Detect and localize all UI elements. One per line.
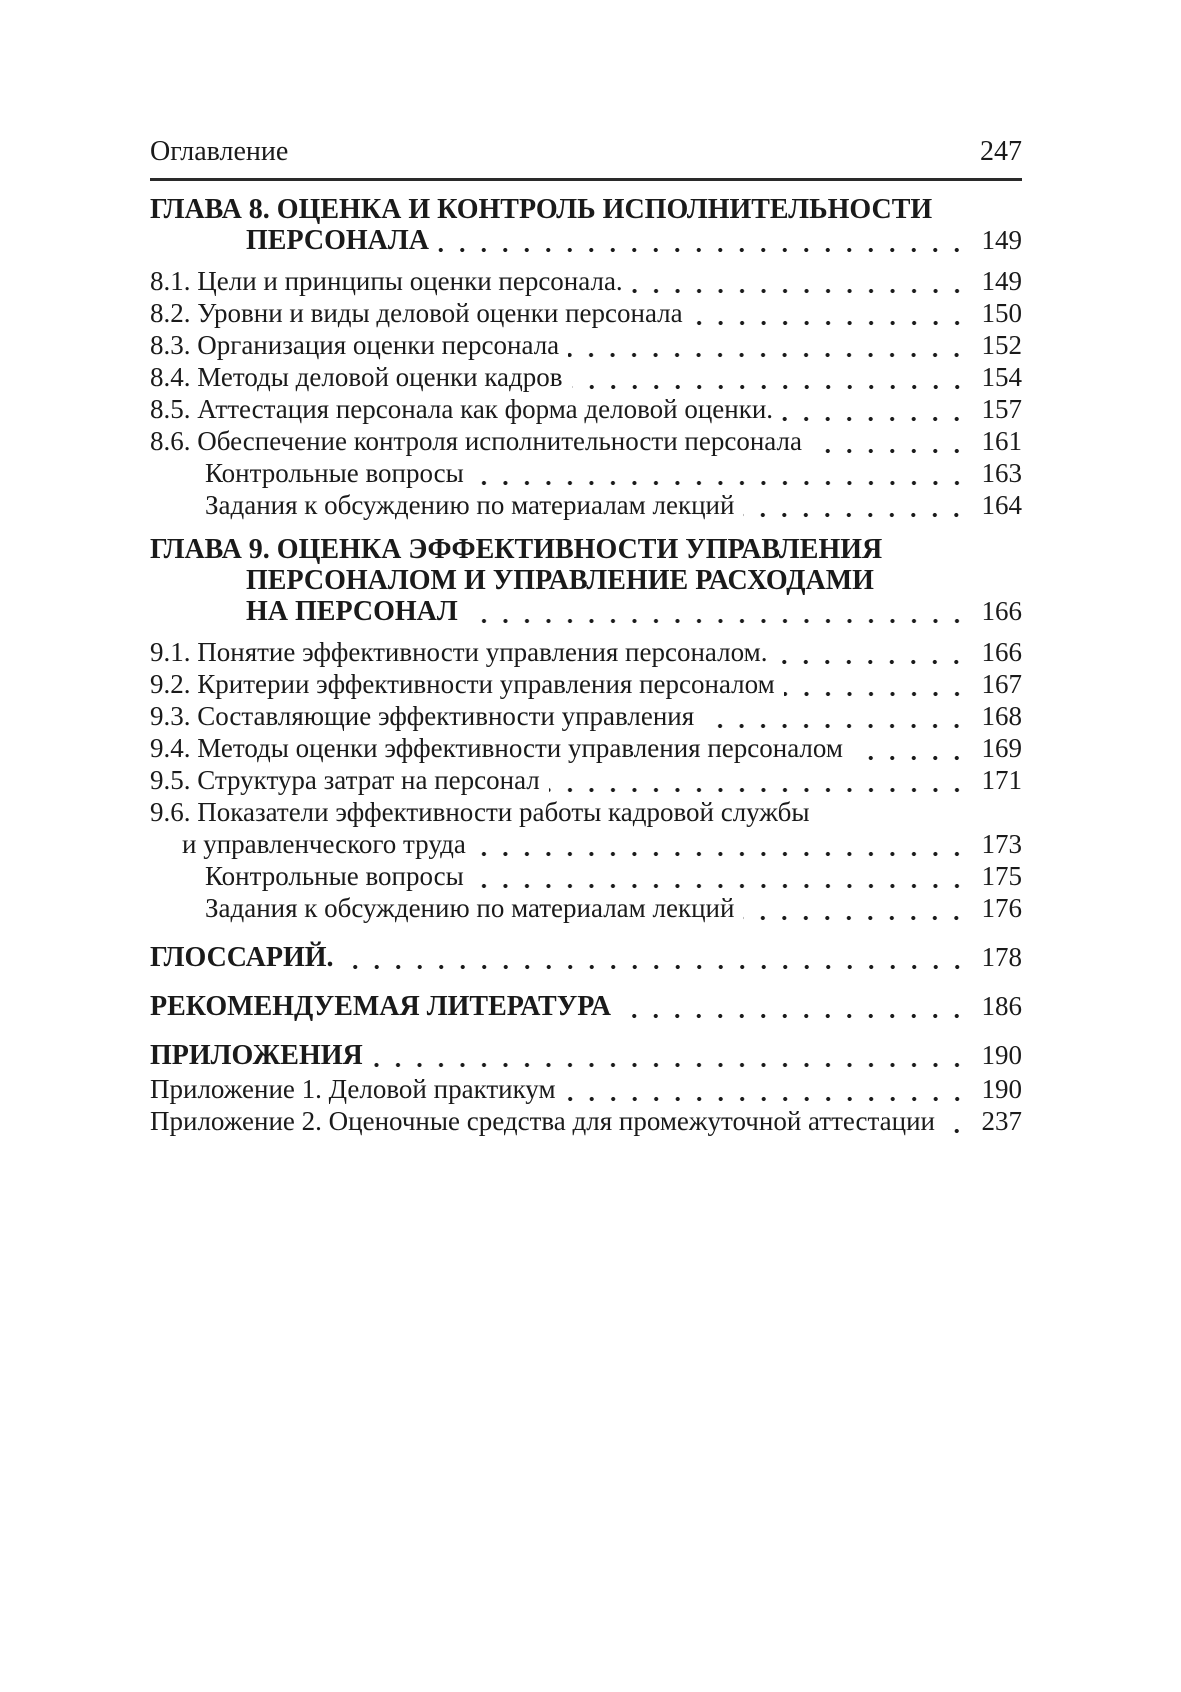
dot-leader [632,265,970,297]
toc-entry [150,393,1022,425]
toc-entry [150,942,1022,973]
toc-page-number: 157 [981,394,1022,424]
dot-leader [343,942,970,973]
toc-entry [150,764,1022,796]
dot-leader [568,329,969,361]
dot-leader [776,636,969,668]
toc-entry-title: и управленческого труда [182,829,466,859]
toc-page-number: 152 [981,330,1022,360]
toc-entry [150,991,1022,1022]
toc-line [150,732,1022,764]
toc-page-number: 154 [981,362,1022,392]
toc-entry [150,489,1022,521]
toc-entry-title: 8.5. Аттестация персонала как форма деловой оценки. [150,394,774,424]
toc-entry-title: 9.1. Понятие эффективности управления персоналом. [150,637,768,667]
toc-page-number: 166 [981,637,1022,667]
toc-entry-title: Задания к обсуждению по материалам лекций [205,893,735,923]
dot-leader [565,1073,970,1105]
toc-line [150,764,1022,796]
toc-list [150,194,1022,1137]
toc-entry [150,297,1022,329]
dot-leader [475,828,970,860]
toc-line [150,194,1022,225]
toc-entry-title: ПЕРСОНАЛА [246,225,429,256]
header-rule [150,178,1022,181]
toc-entry-title: ГЛАВА 9. ОЦЕНКА ЭФФЕКТИВНОСТИ УПРАВЛЕНИЯ [150,534,883,565]
toc-line [150,329,1022,361]
toc-entry [150,534,1022,627]
toc-entry-title: 8.2. Уровни и виды деловой оценки персонала [150,298,683,328]
toc-line [150,297,1022,329]
toc-line [150,668,1022,700]
dot-leader [473,457,970,489]
dot-leader [944,1105,969,1137]
dot-leader [467,596,970,627]
toc-line [150,393,1022,425]
toc-entry [150,457,1022,489]
toc-page-number: 190 [981,1074,1022,1104]
toc-page-number: 166 [981,596,1022,626]
toc-entry-title: ГЛОССАРИЙ. [150,942,334,973]
dot-leader [782,393,969,425]
toc-entry-title: 9.5. Структура затрат на персонал [150,765,540,795]
toc-page-number: 149 [981,266,1022,296]
toc-line [150,700,1022,732]
toc-page-number: 163 [981,458,1022,488]
toc-page-number: 168 [981,701,1022,731]
dot-leader [743,489,969,521]
toc-line [150,1073,1022,1105]
toc-entry-title: 8.1. Цели и принципы оценки персонала. [150,266,623,296]
page-title: Оглавление [150,136,289,167]
toc-entry-title: ГЛАВА 8. ОЦЕНКА И КОНТРОЛЬ ИСПОЛНИТЕЛЬНОСТИ [150,194,933,225]
toc-entry [150,1073,1022,1105]
toc-entry-title: Контрольные вопросы [205,458,464,488]
toc-entry [150,1105,1022,1137]
toc-line [150,457,1022,489]
dot-leader [703,700,969,732]
toc-line [150,361,1022,393]
toc-entry-title: ПЕРСОНАЛОМ И УПРАВЛЕНИЕ РАСХОДАМИ [246,565,874,596]
dot-leader [473,860,970,892]
toc-entry [150,425,1022,457]
dot-leader [620,991,970,1022]
toc-entry-title: РЕКОМЕНДУЕМАЯ ЛИТЕРАТУРА [150,991,611,1022]
dot-leader [743,892,969,924]
dot-leader [852,732,970,764]
toc-line [150,425,1022,457]
toc-page-number: 161 [981,426,1022,456]
toc-entry [150,194,1022,256]
toc-line [150,1040,1022,1071]
dot-leader [372,1040,970,1071]
toc-page-number: 169 [981,733,1022,763]
toc-entry [150,732,1022,764]
page-number: 247 [980,136,1022,167]
toc-page-number: 171 [981,765,1022,795]
toc-line [150,265,1022,297]
toc-entry-title: 8.4. Методы деловой оценки кадров [150,362,563,392]
dot-leader [438,225,970,256]
toc-page-number: 164 [981,490,1022,520]
toc-entry-title: Задания к обсуждению по материалам лекций [205,490,735,520]
toc-line [150,991,1022,1022]
running-head [150,137,1022,167]
dot-leader [811,425,970,457]
toc-page-number: 186 [981,991,1022,1021]
toc-entry-title: Контрольные вопросы [205,861,464,891]
toc-entry-title: Приложение 2. Оценочные средства для промежуточной аттестации [150,1106,936,1136]
toc-entry-title: 9.3. Составляющие эффективности управления [150,701,695,731]
toc-entry-title: 9.4. Методы оценки эффективности управления персоналом [150,733,843,763]
toc-line [150,828,1022,860]
toc-page-number: 150 [981,298,1022,328]
toc-page-number: 178 [981,942,1022,972]
dot-leader [549,764,970,796]
toc-line [150,565,1022,596]
toc-page-number: 190 [981,1040,1022,1070]
dot-leader [784,668,970,700]
toc-entry [150,636,1022,668]
toc-line [150,596,1022,627]
toc-entry-title: 9.2. Критерии эффективности управления персоналом [150,669,775,699]
toc-line [150,636,1022,668]
toc-entry [150,361,1022,393]
toc-entry [150,1040,1022,1071]
dot-leader [692,297,970,329]
toc-page-number: 176 [981,893,1022,923]
toc-page-number: 149 [981,225,1022,255]
toc-line [150,534,1022,565]
toc-entry [150,668,1022,700]
toc-line [150,942,1022,973]
toc-entry-title: ПРИЛОЖЕНИЯ [150,1040,363,1071]
toc-entry [150,860,1022,892]
toc-page-number: 237 [981,1106,1022,1136]
toc-entry-title: Приложение 1. Деловой практикум [150,1074,556,1104]
toc-entry [150,892,1022,924]
toc-page-number: 167 [981,669,1022,699]
toc-entry [150,796,1022,860]
toc-entry-title: 9.6. Показатели эффективности работы кадровой службы [150,797,810,827]
toc-line [150,225,1022,256]
toc-entry [150,329,1022,361]
toc-line [150,892,1022,924]
toc-entry [150,265,1022,297]
toc-entry-title: 8.6. Обеспечение контроля исполнительности персонала [150,426,802,456]
dot-leader [572,361,970,393]
toc-line [150,796,1022,828]
toc-page-number: 175 [981,861,1022,891]
toc-entry-title: 8.3. Организация оценки персонала [150,330,560,360]
toc-page-number: 173 [981,829,1022,859]
toc-line [150,489,1022,521]
toc-entry-title: НА ПЕРСОНАЛ [246,596,458,627]
toc-entry [150,700,1022,732]
toc-line [150,860,1022,892]
toc-line [150,1105,1022,1137]
